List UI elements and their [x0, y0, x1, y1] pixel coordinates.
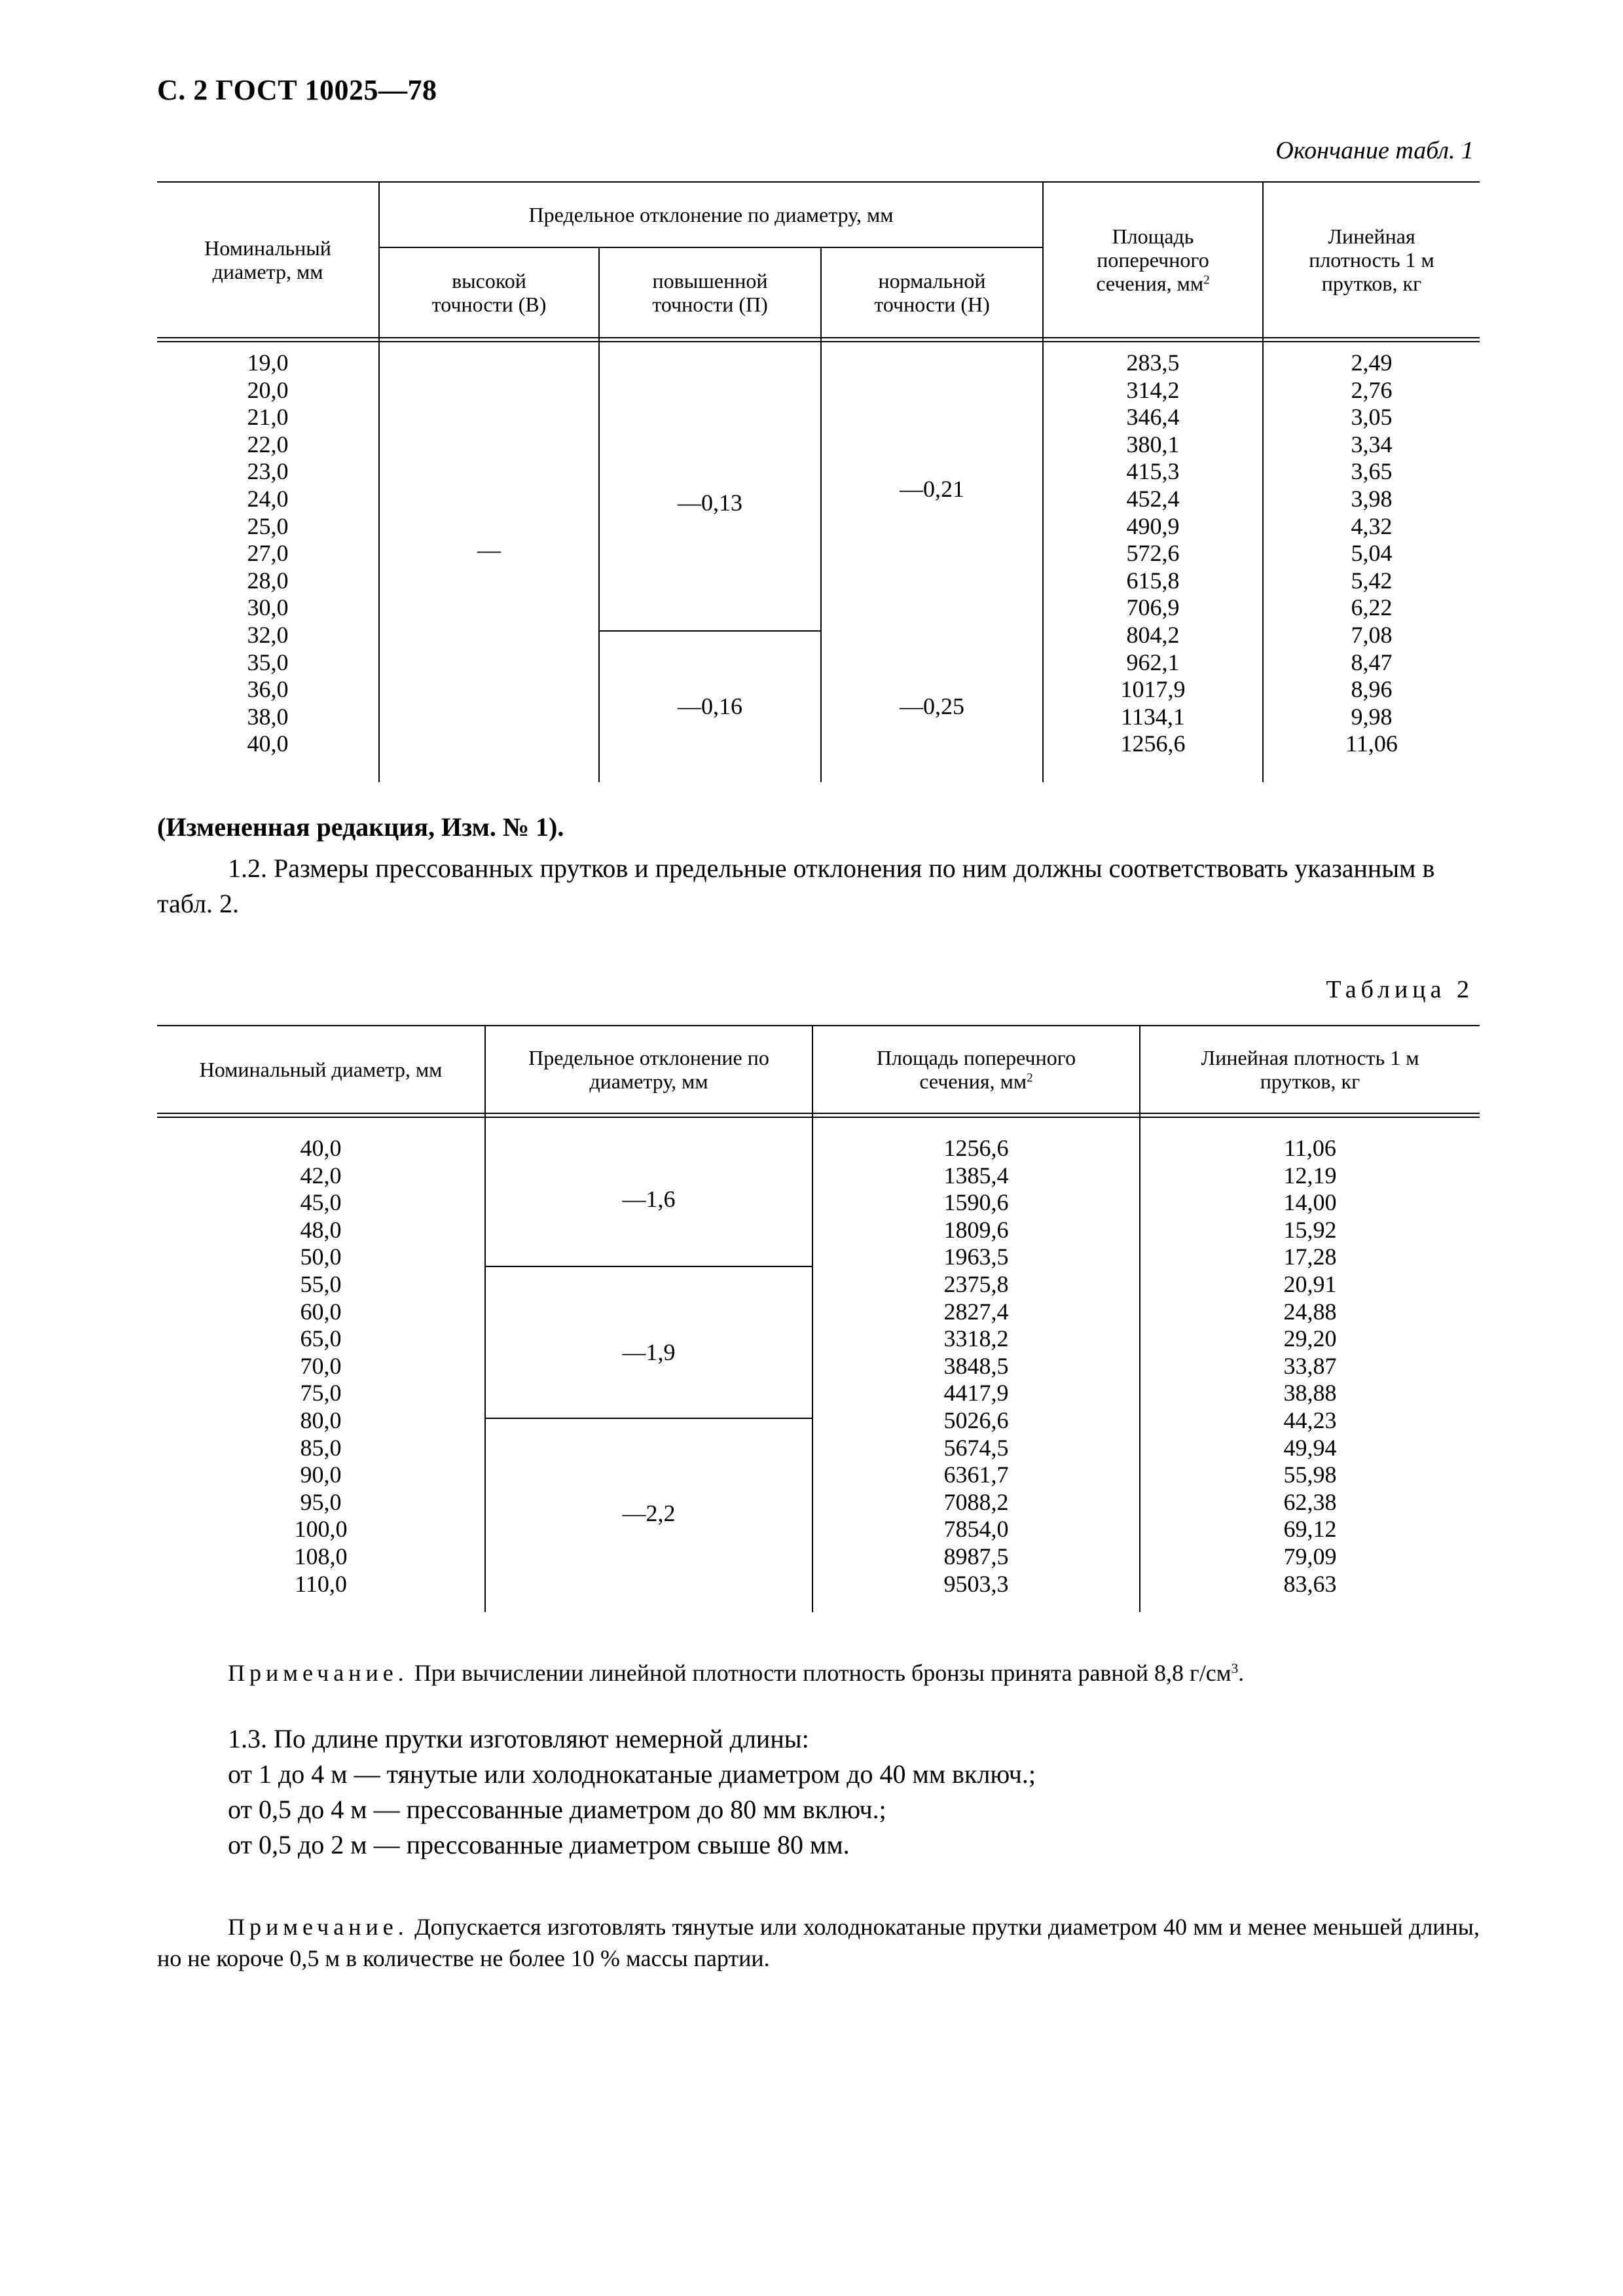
table1-density-cell: 2,76	[1351, 376, 1393, 403]
table2-area-cell: 5674,5	[943, 1434, 1009, 1461]
table2-header-area-text	[839, 1046, 1114, 1093]
table1-diameter-cell: 38,0	[247, 703, 289, 730]
table1-area-cell: 283,5	[1126, 350, 1180, 376]
table1-density-cell: 2,49	[1351, 350, 1393, 376]
table1-diameter-cell: 24,0	[247, 485, 289, 512]
table2-diameter-column	[157, 1135, 484, 1598]
table2-area-cell: 1385,4	[943, 1162, 1009, 1189]
table1-density-column	[1264, 350, 1480, 758]
table1-increased-group-1: —0,13	[678, 490, 742, 516]
table1-high-value: —	[477, 537, 501, 563]
table1-header-normal	[822, 248, 1042, 337]
table2-deviation-group-2: —1,9	[622, 1339, 676, 1365]
table2-diameter-cell: 75,0	[300, 1380, 342, 1407]
table2-density-cell: 44,23	[1283, 1407, 1337, 1433]
table1-diameter-cell: 36,0	[247, 676, 289, 703]
table1-diameter-cell: 28,0	[247, 567, 289, 594]
table2-area-cell: 2827,4	[943, 1298, 1009, 1325]
table2-area-cell: 1590,6	[943, 1189, 1009, 1216]
table2-area-cell: 2375,8	[943, 1270, 1009, 1297]
table1-header-deviation-text: Предельное отклонение по диаметру, мм	[528, 203, 894, 226]
table2-diameter-cell: 50,0	[300, 1244, 342, 1270]
table1-header-high	[380, 248, 598, 337]
table2-diameter-cell: 95,0	[300, 1488, 342, 1515]
table2-diameter-cell: 108,0	[294, 1543, 348, 1570]
table1-header-normal-text: нормальной точности (Н)	[874, 269, 990, 316]
table1-area-cell: 490,9	[1126, 512, 1180, 539]
table2-area-cell: 7088,2	[943, 1488, 1009, 1515]
table2-header-area	[813, 1026, 1139, 1113]
table1-header-rule-a	[157, 337, 1480, 338]
table2-density-cell: 55,98	[1283, 1462, 1337, 1488]
table2-caption: Таблица 2	[1326, 976, 1474, 1003]
table1-header-increased	[600, 248, 820, 337]
table1-group-divider	[598, 630, 821, 632]
table1-diameter-cell: 21,0	[247, 404, 289, 431]
table2-density-cell: 38,88	[1283, 1380, 1337, 1407]
table2-density-cell: 29,20	[1283, 1325, 1337, 1352]
table1-density-cell: 5,04	[1351, 540, 1393, 567]
table2-density-cell: 79,09	[1283, 1543, 1337, 1570]
table1-density-cell: 6,22	[1351, 594, 1393, 621]
table2-diameter-cell: 80,0	[300, 1407, 342, 1433]
table2-diameter-cell: 70,0	[300, 1352, 342, 1379]
table1-diameter-cell: 40,0	[247, 730, 289, 757]
table2-density-cell: 17,28	[1283, 1244, 1337, 1270]
table1-header-area-prefix: Площадь поперечного сечения, мм	[1096, 224, 1209, 295]
table2-deviation-group-3: —2,2	[622, 1500, 676, 1526]
table2-density-column	[1140, 1135, 1480, 1598]
table1-density-cell: 3,98	[1351, 485, 1393, 512]
table2-density-cell: 12,19	[1283, 1162, 1337, 1189]
table1-density-cell: 11,06	[1345, 730, 1398, 757]
table2-header-density-text: Линейная плотность 1 м прутков, кг	[1201, 1046, 1419, 1093]
table2-density-cell: 83,63	[1283, 1570, 1337, 1597]
table2-header-nominal	[157, 1026, 484, 1113]
table1-header-area-sup: 2	[1203, 273, 1210, 287]
table2-density-cell: 14,00	[1283, 1189, 1337, 1216]
table2-density-cell: 49,94	[1283, 1434, 1337, 1461]
table2-diameter-cell: 45,0	[300, 1189, 342, 1216]
paragraph-1-3-intro: 1.3. По длине прутки изготовляют немерной длины:	[228, 1724, 809, 1753]
table2-diameter-cell: 110,0	[295, 1570, 347, 1597]
table2-header-deviation-text: Предельное отклонение по диаметру, мм	[528, 1046, 769, 1093]
note-length	[157, 1911, 1480, 1974]
table2-density-cell: 33,87	[1283, 1352, 1337, 1379]
table1-area-cell: 1017,9	[1120, 676, 1186, 703]
table2-diameter-cell: 100,0	[294, 1516, 348, 1543]
table1-normal-group-1: —0,21	[900, 476, 964, 502]
table1-diameter-cell: 25,0	[247, 512, 289, 539]
table1-area-cell: 962,1	[1126, 649, 1180, 675]
table2-area-column	[813, 1135, 1139, 1598]
table2-area-cell: 1256,6	[943, 1135, 1009, 1161]
table2-diameter-cell: 42,0	[300, 1162, 342, 1189]
table2-deviation-group-1: —1,6	[622, 1186, 676, 1212]
table2-diameter-cell: 85,0	[300, 1434, 342, 1461]
table1-area-cell: 706,9	[1126, 594, 1180, 621]
table1-header-nominal	[157, 183, 378, 337]
table2-diameter-cell: 48,0	[300, 1216, 342, 1243]
paragraph-1-3-line: от 1 до 4 м — тянутые или холоднокатаные диаметром до 40 мм включ.;	[228, 1759, 1036, 1789]
table1-area-cell: 615,8	[1126, 567, 1180, 594]
table2-diameter-cell: 60,0	[300, 1298, 342, 1325]
table2-density-cell: 11,06	[1284, 1135, 1336, 1161]
table1-area-cell: 380,1	[1126, 431, 1180, 457]
table1-diameter-cell: 22,0	[247, 431, 289, 457]
table1-density-cell: 3,34	[1351, 431, 1393, 457]
table2-header-deviation	[486, 1026, 812, 1113]
table2-area-cell: 6361,7	[943, 1462, 1009, 1488]
table2-diameter-cell: 90,0	[300, 1462, 342, 1488]
paragraph-1-2: 1.2. Размеры прессованных прутков и предельные отклонения по ним должны соответствовать указанным в табл. 2.	[157, 853, 1435, 918]
table1-density-cell: 8,47	[1351, 649, 1393, 675]
table1-header-density	[1264, 183, 1480, 337]
table2-header-rule-b	[157, 1117, 1480, 1118]
table2-density-cell: 24,88	[1283, 1298, 1337, 1325]
table1-area-cell: 314,2	[1126, 376, 1180, 403]
table2-area-cell: 7854,0	[943, 1516, 1009, 1543]
table1-header-rule-b	[157, 341, 1480, 342]
table2-group-divider	[484, 1266, 812, 1267]
table1-increased-group-2: —0,16	[678, 693, 742, 719]
note-density	[228, 1657, 1480, 1689]
table1-density-cell: 7,08	[1351, 621, 1393, 648]
table1-diameter-cell: 32,0	[247, 621, 289, 648]
table2-diameter-cell: 55,0	[300, 1270, 342, 1297]
table2-header-density	[1140, 1026, 1480, 1113]
note-length-text: Допускается изготовлять тянутые или холоднокатаные прутки диаметром 40 мм и менее меньшей длины, но не короче 0,5 м в количестве не более 10 % массы партии.	[157, 1914, 1480, 1971]
table1-density-cell: 9,98	[1351, 703, 1393, 730]
table1-header-area-text	[1078, 224, 1228, 295]
paragraph-1-3	[228, 1721, 1480, 1863]
table2-area-cell: 4417,9	[943, 1380, 1009, 1407]
table1-area-column	[1044, 350, 1262, 758]
note-density-sup: 3	[1231, 1660, 1239, 1677]
table1-diameter-cell: 19,0	[247, 350, 289, 376]
table2-group-divider	[484, 1418, 812, 1419]
table2-area-cell: 1963,5	[943, 1244, 1009, 1270]
paragraph-1-3-line: от 0,5 до 2 м — прессованные диаметром свыше 80 мм.	[228, 1830, 850, 1859]
table1-area-cell: 1134,1	[1121, 703, 1185, 730]
table2-area-cell: 8987,5	[943, 1543, 1009, 1570]
note-density-text: При вычислении линейной плотности плотность бронзы принята равной 8,8 г/см	[414, 1660, 1231, 1686]
table1-density-cell: 8,96	[1351, 676, 1393, 703]
table2-area-cell: 1809,6	[943, 1216, 1009, 1243]
table1-density-cell: 4,32	[1351, 512, 1393, 539]
table1-diameter-column	[157, 350, 378, 758]
table1-area-cell: 346,4	[1126, 404, 1180, 431]
table2-area-cell: 3318,2	[943, 1325, 1009, 1352]
table1-caption: Окончание табл. 1	[1275, 137, 1474, 164]
table1-diameter-cell: 27,0	[247, 540, 289, 567]
table1-diameter-cell: 20,0	[247, 376, 289, 403]
table2-header-nominal-text: Номинальный диаметр, мм	[199, 1058, 443, 1081]
table2-header-area-sup: 2	[1027, 1071, 1033, 1085]
table1-header-deviation	[380, 183, 1042, 247]
table1-header-high-text: высокой точности (В)	[431, 269, 547, 316]
note-density-label: Примечание.	[228, 1660, 409, 1686]
table1-area-cell: 572,6	[1126, 540, 1180, 567]
table1-density-cell: 3,65	[1351, 458, 1393, 485]
table1-header-nominal-text: Номинальный диаметр, мм	[204, 236, 331, 283]
table1-diameter-cell: 35,0	[247, 649, 289, 675]
table1-area-cell: 415,3	[1126, 458, 1180, 485]
table2-density-cell: 15,92	[1283, 1216, 1337, 1243]
table1-normal-group-2: —0,25	[900, 693, 964, 719]
table2-density-cell: 69,12	[1283, 1516, 1337, 1543]
table1-header-density-text: Линейная плотность 1 м прутков, кг	[1309, 224, 1434, 295]
paragraph-1-3-line: от 0,5 до 4 м — прессованные диаметром до 80 мм включ.;	[228, 1795, 886, 1824]
note-length-label: Примечание.	[228, 1914, 409, 1940]
table1-area-cell: 804,2	[1126, 621, 1180, 648]
table2-diameter-cell: 40,0	[300, 1135, 342, 1161]
table2-header-area-prefix: Площадь поперечного сечения, мм	[876, 1046, 1076, 1093]
page-header: С. 2 ГОСТ 10025—78	[157, 74, 437, 106]
table1-header-area	[1044, 183, 1262, 337]
amendment-note: (Измененная редакция, Изм. № 1).	[157, 812, 564, 842]
table2-header-rule-a	[157, 1113, 1480, 1114]
table1-area-cell: 1256,6	[1120, 730, 1186, 757]
table2-area-cell: 9503,3	[943, 1570, 1009, 1597]
table1-header-increased-text: повышенной точности (П)	[652, 269, 768, 316]
table1-area-cell: 452,4	[1126, 485, 1180, 512]
table1-density-cell: 3,05	[1351, 404, 1393, 431]
table2-diameter-cell: 65,0	[300, 1325, 342, 1352]
table2-density-cell: 62,38	[1283, 1488, 1337, 1515]
table1-diameter-cell: 23,0	[247, 458, 289, 485]
table2-density-cell: 20,91	[1283, 1270, 1337, 1297]
table2-area-cell: 5026,6	[943, 1407, 1009, 1433]
table1-diameter-cell: 30,0	[247, 594, 289, 621]
table1-density-cell: 5,42	[1351, 567, 1393, 594]
note-density-end: .	[1238, 1660, 1245, 1686]
table2-area-cell: 3848,5	[943, 1352, 1009, 1379]
